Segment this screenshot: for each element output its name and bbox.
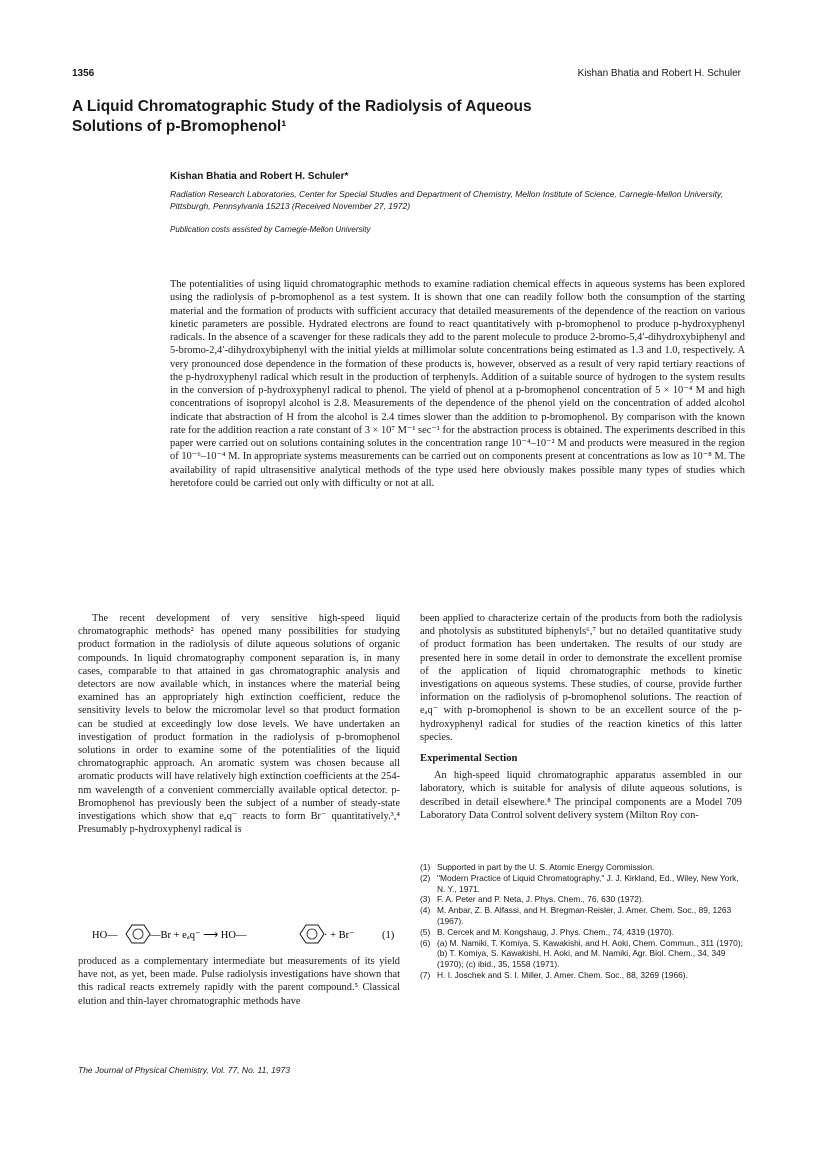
footnote-text: F. A. Peter and P. Neta, J. Phys. Chem., 76, 630 (1972).: [437, 894, 645, 905]
footnote-number: (5): [420, 926, 431, 937]
footnote: [420, 938, 745, 970]
benzene-ring-icon: [126, 925, 150, 943]
footnote-number: (6): [420, 937, 431, 948]
footnote-number: (1): [420, 862, 431, 872]
footnote: [420, 894, 745, 905]
footnote-text: Supported in part by the U. S. Atomic Energy Commission.: [437, 862, 655, 872]
benzene-ring-inner-icon: [307, 929, 317, 939]
section-heading: Experimental Section: [420, 753, 518, 765]
body-paragraph: been applied to characterize certain of the products from both the radiolysis and photolysis as substituted biphenyls⁶,⁷ but no detailed quantitative study of product formation has been undertaken. The results of our study are presented here in some detail in order to demonstrate the excellent promise of the application of liquid chromatographic methods to kinetic investigations on aqueous systems. These studies, of course, provide further information on the radiolysis of p-bromophenol solutions. The reaction of eₐq⁻ with p-bromophenol is shown to be an excellent source of the p-hydroxyphenyl radical for studies of the reaction kinetics of this latter species.: [420, 613, 742, 743]
footnote: [420, 905, 745, 927]
footnote: [420, 873, 745, 895]
footnote-text: M. Anbar, Z. B. Alfassi, and H. Bregman-Reisler, J. Amer. Chem. Soc., 89, 1263 (1967).: [437, 905, 732, 926]
footnote-text: (a) M. Namiki, T. Komiya, S. Kawakishi, and H. Aoki, Chem. Commun., 311 (1970); (b) T. Komiya, S. Kawakishi, H. Aoki, and M. Namiki, Agr. Biol. Chem., 34, 349 (1970); (c) ibid., 35, 1558 (1971).: [437, 937, 743, 970]
footnote: [420, 970, 745, 981]
footnote-text: B. Cercek and M. Kongshaug, J. Phys. Chem., 74, 4319 (1970).: [437, 926, 674, 937]
journal-footer: The Journal of Physical Chemistry, Vol. 77, No. 11, 1973: [78, 1065, 290, 1075]
funding-note: Publication costs assisted by Carnegie-Mellon University: [170, 225, 371, 234]
footnote-number: (3): [420, 894, 431, 905]
benzene-ring-inner-icon: [133, 929, 143, 939]
equation-svg: [78, 922, 400, 946]
footnote-number: (2): [420, 872, 431, 883]
footnote-text: "Modern Practice of Liquid Chromatography," J. J. Kirkland, Ed., Wiley, New York, N. Y., 1971.: [437, 872, 739, 894]
body-paragraph: The recent development of very sensitive high-speed liquid chromatographic methods² has opened many possibilities for studying product formation in the radiolysis of dilute aqueous solutions of organic compounds. In liquid chromatography component separation is, in many cases, comparable to that attained in gas chromatographic analysis and detectors are now available which, in instances where the material being examined has an appropriately high extinction coefficient, reduce the sensitivity levels to below the micromolar level so that product formation can be studied at exceedingly low dose levels. We have undertaken an investigation of product formation in the radiolysis of p-bromophenol solutions in order to examine some of the potentialities of the liquid chromatographic approach. An aromatic system was chosen because all aromatic products will have relatively high extinction coefficients at the 254-nm wavelength of a convenient commercially available optical detector. p-Bromophenol has previously been the subject of a number of steady-state investigations which show that eₐq⁻ reacts to form Br⁻ quantitatively.³,⁴ Presumably p-hydroxyphenyl radical is: [78, 613, 400, 836]
left-column-continued: [78, 955, 400, 1008]
body-paragraph: produced as a complementary intermediate but measurements of its yield have not, as yet, been made. Pulse radiolysis investigations have shown that this radical reacts extremely rapidly with the parent compound.⁵ Classical elution and thin-layer chromatographic methods have: [78, 956, 400, 1007]
page-number: 1356: [72, 68, 95, 79]
abstract: The potentialities of using liquid chromatographic methods to examine radiation chemical effects in aqueous systems has been explored using the radiolysis of p-bromophenol as a test system. It is shown that one can readily follow both the consumption of the starting material and the formation of products with sufficient accuracy that detailed measurements of the dependence of the reaction on various kinetic parameters are possible. Hydrated electrons are found to react quantitatively with p-bromophenol to produce p-hydroxyphenyl radicals. In the absence of a scavenger for these radicals they add to the parent molecule to produce 2-bromo-5,4′-dihydroxybiphenyl and 5-bromo-2,4′-dihydroxybiphenyl with the initial yields at millimolar solute concentrations being estimated as 1.3 and 1.0, respectively. A very pronounced dose dependence in the formation of these products is, however, observed as a result of very rapid tertiary reactions of the p-hydroxyphenyl radical which result in the production of terphenyls. Addition of a suitable source of hydrogen to the system results in the conversion of p-hydroxyphenyl radical to phenol. The yield of phenol at a p-bromophenol concentration of 5 × 10⁻⁴ M and high concentrations of isopropyl alcohol is 2.8. Measurements of the dependence of the phenol yield on the concentration of added alcohol indicate that abstraction of H from the alcohol is 2.4 times slower than the addition to p-bromophenol. By comparison with the known rate for the addition reaction a rate constant of 3 × 10⁷ M⁻¹ sec⁻¹ for the abstraction process is obtained. The experiments described in this paper were carried out on solutions containing solutes in the concentration range 10⁻⁴–10⁻² M and products were measured in the region of 10⁻⁶–10⁻⁴ M. In appropriate systems measurements can be carried out on components present at concentrations as low as 10⁻⁸ M. The availability of rapid ultrasensitive analytical methods of the type used here obviously makes possible many types of studies which heretofore could be carried out only with difficulty or not at all.: [170, 279, 745, 489]
footnote-number: (7): [420, 969, 431, 980]
equation-lhs-ho: HO—: [92, 930, 118, 941]
benzene-ring-icon: [300, 925, 324, 943]
equation-number: (1): [382, 930, 395, 941]
running-head: Kishan Bhatia and Robert H. Schuler: [577, 68, 741, 79]
right-column: [420, 612, 742, 822]
body-paragraph: An high-speed liquid chromatographic apparatus assembled in our laboratory, which is suitable for analysis of dilute aqueous solutions, is described in detail elsewhere.⁸ The principal components are a Model 709 Laboratory Data Control solvent delivery system (Milton Roy con-: [420, 770, 742, 821]
footnote: [420, 862, 745, 873]
affiliation: Radiation Research Laboratories, Center for Special Studies and Department of Chemistry, Mellon Institute of Science, Carnegie-Mellon University, Pittsburgh, Pennsylvania 15213 (Received November 27, 1972): [170, 189, 723, 211]
footnote-text: H. I. Joschek and S. I. Miller, J. Amer. Chem. Soc., 88, 3269 (1966).: [437, 969, 688, 980]
footnote: [420, 927, 745, 938]
footnote-number: (4): [420, 905, 431, 916]
equation-rhs: · + Br⁻: [324, 930, 355, 941]
footnotes: [420, 862, 745, 981]
left-column: [78, 612, 400, 836]
equation-1: [78, 922, 400, 946]
article-title: A Liquid Chromatographic Study of the Radiolysis of Aqueous Solutions of p-Bromophenol¹: [72, 98, 532, 135]
equation-lhs-rest: —Br + eₐq⁻ ⟶ HO—: [150, 930, 247, 941]
authors: Kishan Bhatia and Robert H. Schuler*: [170, 171, 349, 182]
